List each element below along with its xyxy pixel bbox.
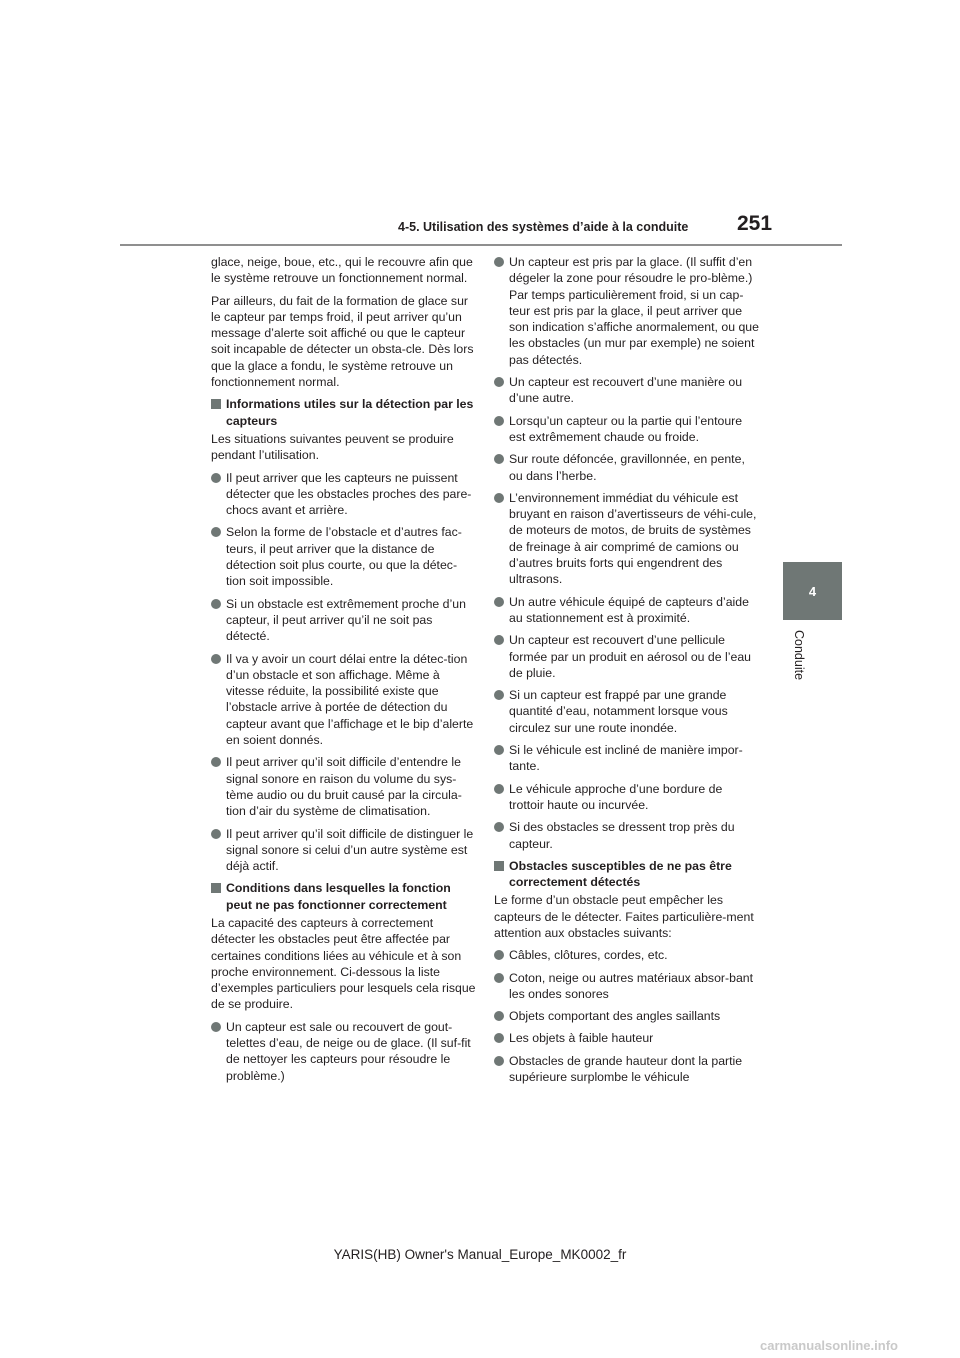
round-bullet-icon bbox=[211, 599, 221, 609]
round-bullet-icon bbox=[494, 950, 504, 960]
round-bullet-icon bbox=[494, 635, 504, 645]
square-bullet-icon bbox=[494, 861, 504, 871]
list-item bbox=[494, 1030, 759, 1046]
list-item-text: Le véhicule approche d’une bordure de trottoir haute ou incurvée. bbox=[509, 781, 723, 812]
watermark: carmanualsonline.info bbox=[760, 1338, 898, 1353]
list-item-text: Un capteur est sale ou recouvert de gout-telettes d’eau, de neige ou de glace. (Il suf-fit de nettoyer les capteurs pour résoudre le problème.) bbox=[226, 1019, 471, 1083]
footer-document-id: YARIS(HB) Owner's Manual_Europe_MK0002_fr bbox=[333, 1247, 627, 1262]
list-item bbox=[494, 687, 759, 736]
paragraph: glace, neige, boue, etc., qui le recouvre afin que le système retrouve un fonctionnement normal. bbox=[211, 255, 473, 286]
list-item bbox=[494, 374, 759, 407]
chapter-label bbox=[792, 630, 823, 690]
round-bullet-icon bbox=[494, 973, 504, 983]
round-bullet-icon bbox=[494, 454, 504, 464]
page-number: 251 bbox=[737, 212, 773, 235]
round-bullet-icon bbox=[211, 473, 221, 483]
list-item-text: Objets comportant des angles saillants bbox=[509, 1009, 721, 1024]
list-item bbox=[494, 819, 759, 852]
list-item-text: L’environnement immédiat du véhicule est bruyant en raison d’avertisseurs de véhi-cule, de moteurs de motos, de bruits de systèmes de freinage à air comprimé de camions ou d’autres bruits forts qui engendrent des ultrasons. bbox=[509, 490, 757, 587]
list-item-text: Un capteur est recouvert d’une pellicule formée par un produit en aérosol ou de l’eau de pluie. bbox=[509, 633, 751, 680]
paragraph: Par ailleurs, du fait de la formation de glace sur le capteur par temps froid, il peut arriver qu’un message d’alerte soit affiché ou que le capteur soit incapable de détecter un obsta-cle. Dès lors que la glace a fondu, le système retrouve un fonctionnement normal. bbox=[211, 293, 474, 390]
round-bullet-icon bbox=[494, 1033, 504, 1043]
list-item-text: Coton, neige ou autres matériaux absor-bant les ondes sonores bbox=[509, 970, 754, 1001]
chapter-label-text: Conduite bbox=[792, 630, 806, 681]
round-bullet-icon bbox=[494, 377, 504, 387]
list-item-text: Les objets à faible hauteur bbox=[509, 1031, 654, 1046]
paragraph: Le forme d’un obstacle peut empêcher les capteurs de le détecter. Faites particulière-ment attention aux obstacles suivants: bbox=[494, 893, 754, 940]
list-item bbox=[494, 594, 759, 627]
list-item-text: Câbles, clôtures, cordes, etc. bbox=[509, 948, 668, 963]
list-item bbox=[211, 1019, 476, 1084]
heading-text: Conditions dans lesquelles la fonction peut ne pas fonctionner correctement bbox=[226, 881, 451, 912]
list-item bbox=[494, 254, 759, 368]
list-item bbox=[494, 742, 759, 775]
list-item-text: Il peut arriver que les capteurs ne puissent détecter que les obstacles proches des pare-chocs avant et arrière. bbox=[226, 470, 472, 518]
round-bullet-icon bbox=[494, 597, 504, 607]
header-divider bbox=[120, 244, 842, 246]
list-item-text: Un capteur est pris par la glace. (Il suffit d’en dégeler la zone pour résoudre le pro-blème.) Par temps particulièrement froid, si un cap-teur est pris par la glace, il peut arriver que son indication s’affiche anormalement, ou que les obstacles (un mur par exemple) ne soient pas détectés. bbox=[509, 255, 759, 367]
section-heading bbox=[494, 858, 759, 891]
paragraph: La capacité des capteurs à correctement détecter les obstacles peut être affectée par certaines conditions liées au véhicule et à son proche environnement. Ci-dessous la liste d’exemples particuliers pour lesquels cela risque de se produire. bbox=[211, 915, 476, 1012]
list-item bbox=[211, 524, 476, 589]
paragraph: Les situations suivantes peuvent se produire pendant l’utilisation. bbox=[211, 431, 454, 463]
round-bullet-icon bbox=[211, 829, 221, 839]
section-heading bbox=[211, 880, 476, 913]
list-item bbox=[211, 596, 476, 645]
round-bullet-icon bbox=[494, 784, 504, 794]
chapter-number: 4 bbox=[808, 583, 817, 599]
list-item-text: Il peut arriver qu’il soit difficile de distinguer le signal sonore si celui d’un autre système est déjà actif. bbox=[226, 826, 474, 874]
heading-text: Informations utiles sur la détection par les capteurs bbox=[226, 397, 474, 428]
round-bullet-icon bbox=[494, 690, 504, 700]
chapter-tab[interactable] bbox=[783, 562, 842, 620]
list-item-text: Obstacles de grande hauteur dont la partie supérieure surplombe le véhicule bbox=[509, 1053, 743, 1085]
list-item-text: Si le véhicule est incliné de manière impor-tante. bbox=[509, 743, 743, 774]
left-column bbox=[211, 254, 476, 1090]
square-bullet-icon bbox=[211, 399, 221, 409]
list-item bbox=[494, 1008, 759, 1024]
heading-text: Obstacles susceptibles de ne pas être correctement détectés bbox=[509, 858, 732, 890]
list-item bbox=[494, 970, 759, 1003]
round-bullet-icon bbox=[494, 1011, 504, 1021]
right-column bbox=[494, 254, 759, 1091]
list-item-text: Si un capteur est frappé par une grande quantité d’eau, notamment lorsque vous circulez sur une route inondée. bbox=[509, 688, 728, 735]
list-item bbox=[494, 947, 759, 963]
list-item-text: Selon la forme de l’obstacle et d’autres fac-teurs, il peut arriver que la distance de détection soit plus courte, ou que la détec-tion soit impossible. bbox=[226, 525, 462, 589]
list-item-text: Si un obstacle est extrêmement proche d’un capteur, il peut arriver qu’il ne soit pas détecté. bbox=[226, 596, 466, 644]
list-item-text: Lorsqu’un capteur ou la partie qui l’entoure est extrêmement chaude ou froide. bbox=[509, 413, 743, 444]
round-bullet-icon bbox=[494, 745, 504, 755]
list-item-text: Si des obstacles se dressent trop près du capteur. bbox=[509, 820, 735, 851]
square-bullet-icon bbox=[211, 883, 221, 893]
round-bullet-icon bbox=[494, 416, 504, 426]
round-bullet-icon bbox=[494, 822, 504, 832]
list-item bbox=[494, 490, 759, 588]
round-bullet-icon bbox=[211, 1022, 221, 1032]
section-heading bbox=[211, 396, 476, 429]
list-item-text: Un autre véhicule équipé de capteurs d’aide au stationnement est à proximité. bbox=[509, 594, 749, 625]
round-bullet-icon bbox=[494, 1056, 504, 1066]
round-bullet-icon bbox=[494, 257, 504, 267]
list-item bbox=[211, 651, 476, 749]
list-item bbox=[494, 413, 759, 446]
list-item bbox=[494, 1053, 759, 1086]
list-item-text: Il peut arriver qu’il soit difficile d’entendre le signal sonore en raison du volume du sys-tème audio ou du bruit causé par la circula-tion d’air du système de climatisation. bbox=[226, 755, 462, 819]
list-item bbox=[494, 781, 759, 814]
list-item-text: Un capteur est recouvert d’une manière ou d’une autre. bbox=[509, 375, 743, 406]
list-item bbox=[211, 826, 476, 875]
section-title: 4-5. Utilisation des systèmes d’aide à la conduite bbox=[398, 220, 689, 234]
round-bullet-icon bbox=[211, 757, 221, 767]
list-item bbox=[494, 632, 759, 681]
list-item bbox=[211, 754, 476, 819]
round-bullet-icon bbox=[211, 654, 221, 664]
list-item bbox=[211, 470, 476, 519]
list-item bbox=[494, 451, 759, 484]
round-bullet-icon bbox=[211, 527, 221, 537]
list-item-text: Il va y avoir un court délai entre la détec-tion d’un obstacle et son affichage. Même à vitesse réduite, la possibilité existe que l’obstacle arrive à portée de détection du capteur avant que l’affichage et le bip d’alerte en soient donnés. bbox=[226, 651, 474, 748]
round-bullet-icon bbox=[494, 493, 504, 503]
list-item-text: Sur route défoncée, gravillonnée, en pente, ou dans l’herbe. bbox=[509, 452, 745, 483]
